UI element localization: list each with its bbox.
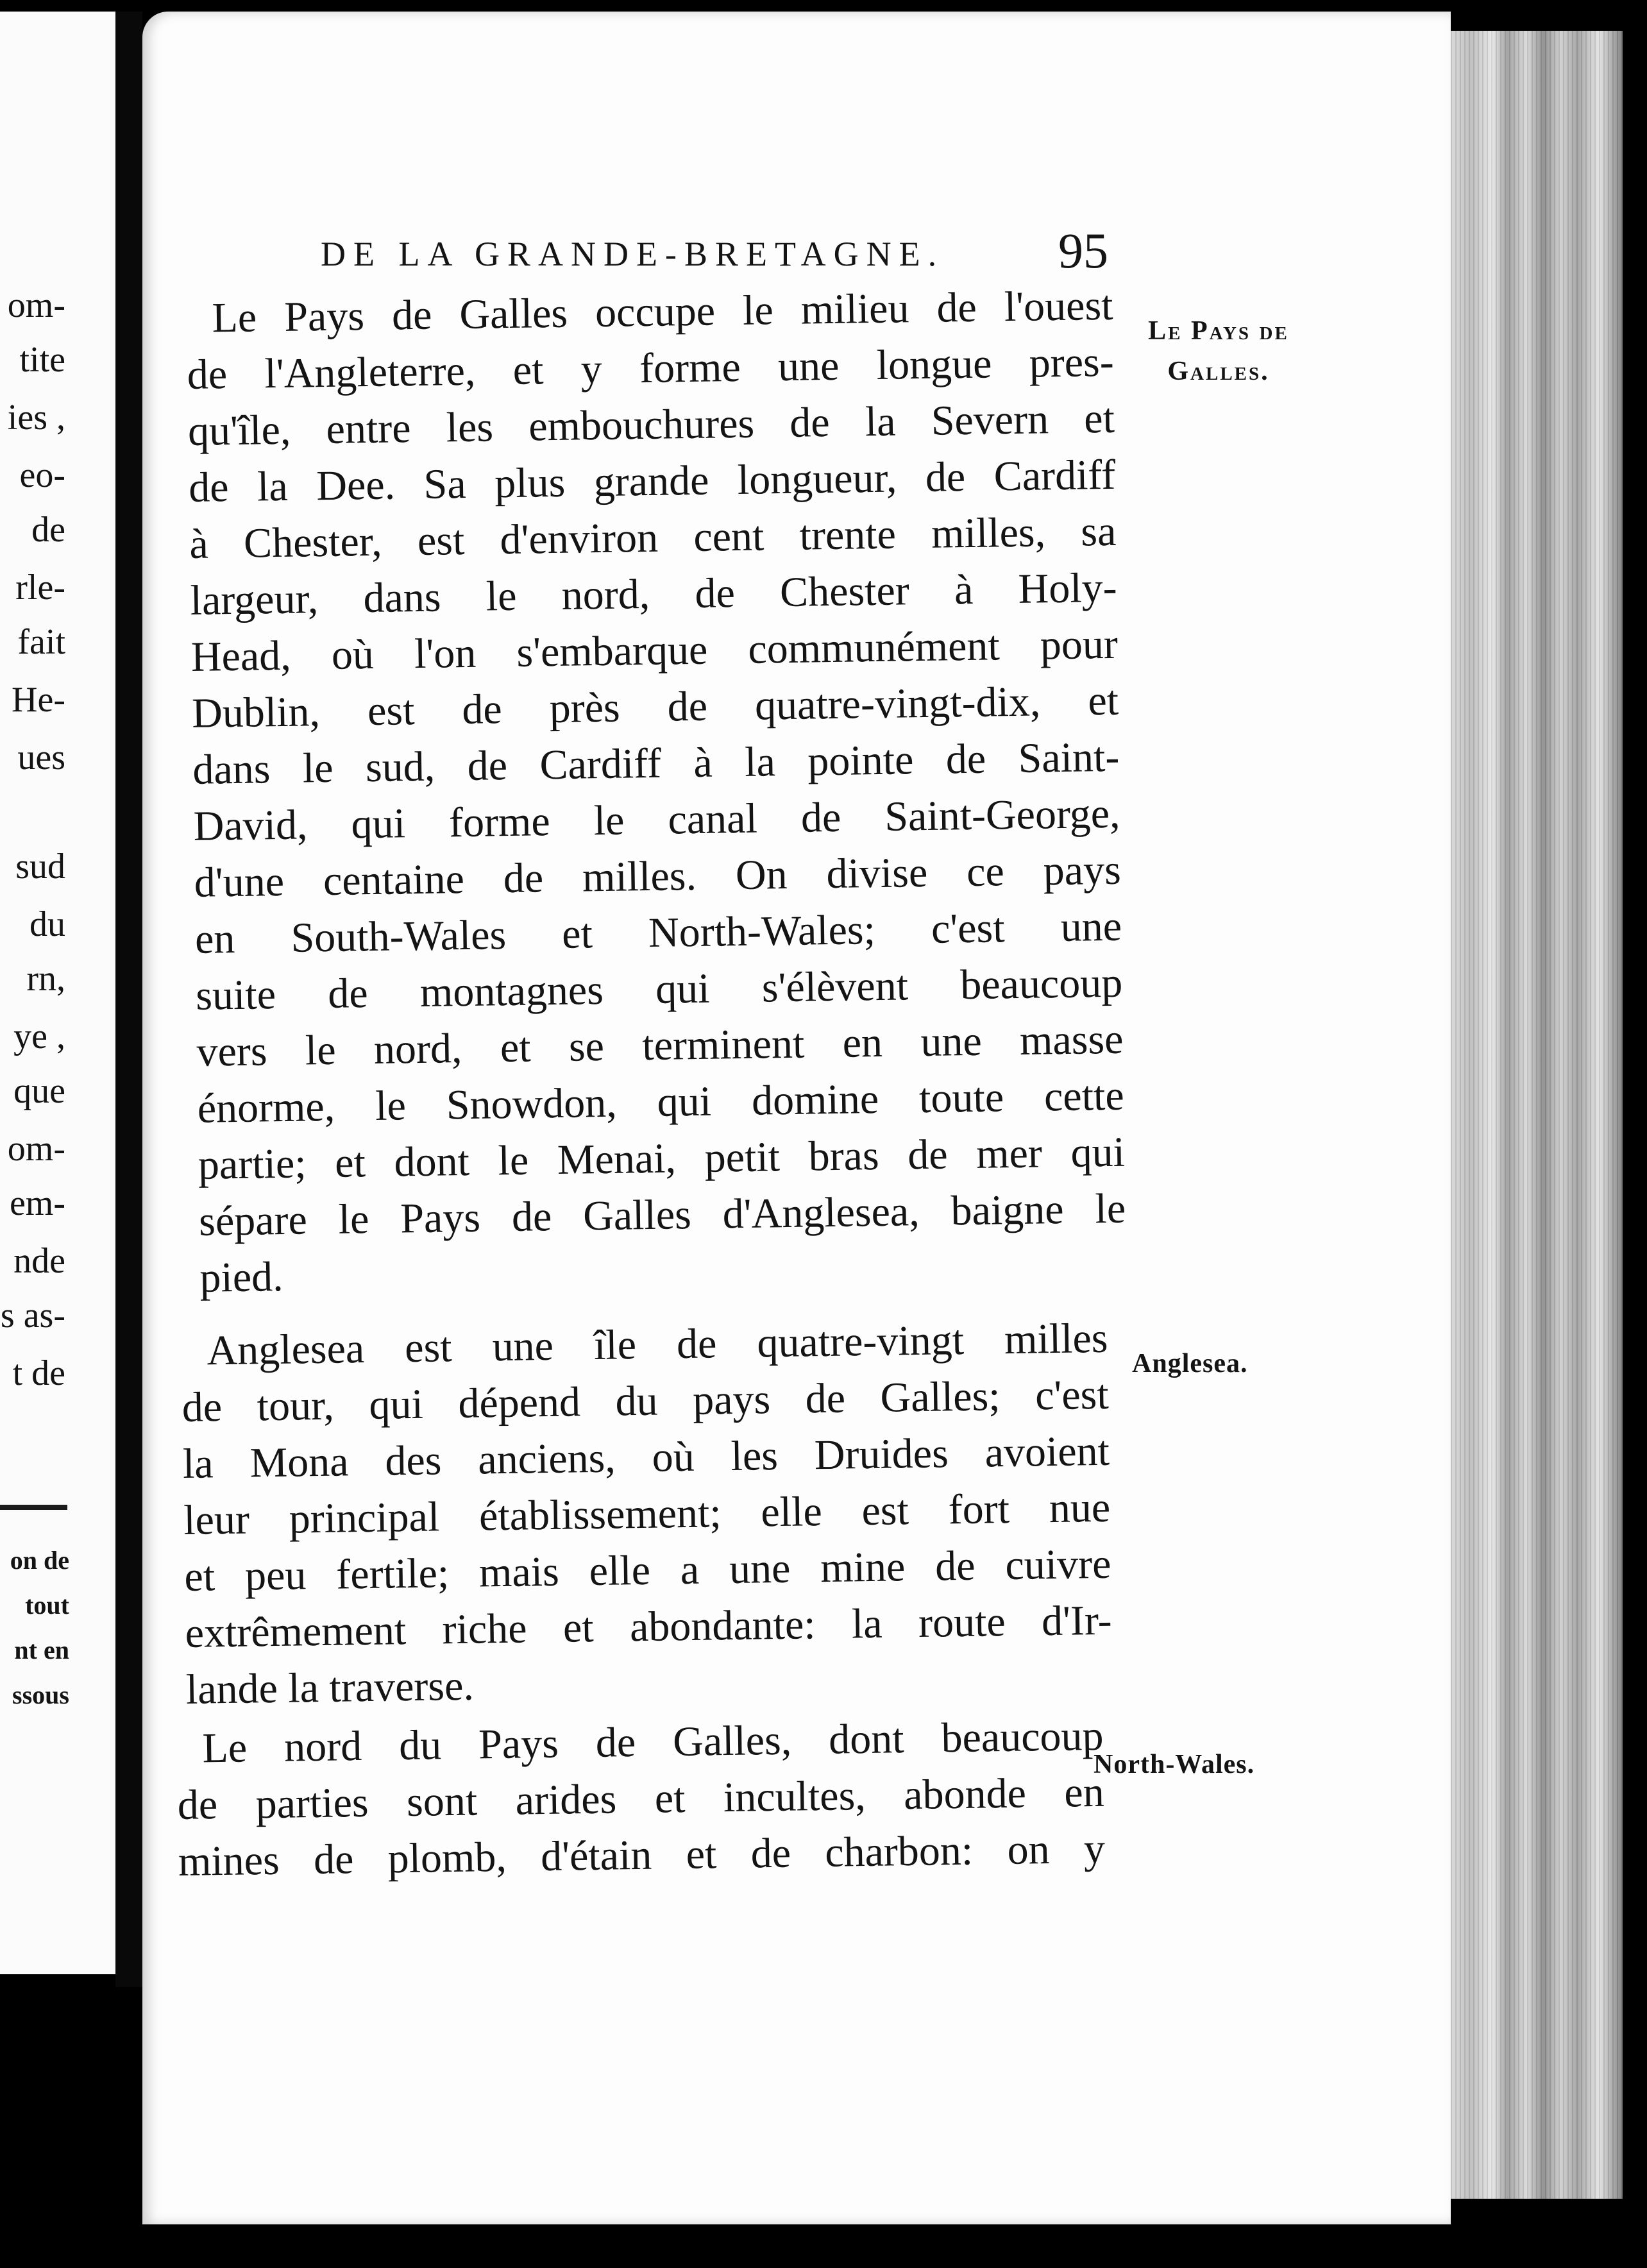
left-fragment: He- [12,680,65,720]
text-line: de parties sont arides et incultes, abonde en [177,1768,1105,1829]
margin-note-anglesea: Anglesea. [1132,1349,1248,1378]
page-number: 95 [1058,223,1108,278]
text-line: extrêmement riche et abondante: la route d'Ir- [185,1596,1113,1657]
margin-note-pays-de-galles [1126,311,1312,392]
text-line: en South-Wales et North-Wales; c'est une [194,902,1122,963]
left-fragment: rn, [26,959,65,999]
text-line: largeur, dans le nord, de Chester à Holy- [190,564,1118,624]
footnote-rule [0,1505,67,1510]
text-line: à Chester, est d'environ cent trente milles, sa [189,507,1117,568]
left-fragment: om- [7,1129,65,1169]
text-line: et peu fertile; mais elle a une mine de cuivre [183,1540,1111,1600]
left-fragment: fait [17,622,65,662]
text-line: la Mona des anciens, où les Druides avoient [182,1427,1110,1487]
left-footnote-fragment: nt en [14,1636,69,1664]
left-fragment: tite [19,340,65,380]
left-footnote-fragment: tout [25,1591,69,1620]
page-block-edge-texture [1451,31,1623,2199]
left-fragment: eo- [19,455,65,495]
text-line: qu'île, entre les embouchures de la Severn et [187,394,1115,455]
running-head: DE LA GRANDE-BRETAGNE. [321,235,945,273]
text-line: de l'Angleterre, et y forme une longue pres- [187,338,1115,398]
text-line: vers le nord, et se terminent en une masse [196,1015,1124,1076]
margin-note-north-wales: North-Wales. [1094,1750,1255,1779]
margin-note-line: Galles. [1167,357,1270,386]
text-line: David, qui forme le canal de Saint-George, [193,790,1121,850]
left-facing-page [0,12,115,1974]
left-footnote-fragment: ssous [12,1680,69,1709]
left-fragment: s as- [0,1296,65,1335]
text-line: suite de montagnes qui s'élèvent beaucoup [195,959,1123,1019]
text-line: lande la traverse. [185,1662,475,1713]
text-line: partie; et dont le Menai, petit bras de mer qui [198,1128,1126,1189]
left-footnote-fragment: on de [10,1546,69,1575]
text-line: Le Pays de Galles occupe le milieu de l'ouest [212,282,1113,342]
left-fragment: ues [17,738,65,777]
left-fragment: ies , [7,398,65,437]
text-line: pied. [199,1253,284,1301]
text-line: Anglesea est une île de quatre-vingt milles [207,1314,1108,1375]
left-fragment: rle- [15,568,65,607]
text-line: dans le sud, de Cardiff à la pointe de Saint- [192,733,1120,793]
text-line: sépare le Pays de Galles d'Anglesea, baigne le [198,1185,1126,1245]
text-line: mines de plomb, d'étain et de charbon: on y [178,1825,1106,1885]
text-line: de la Dee. Sa plus grande longueur, de Cardiff [188,451,1116,511]
left-fragment: t de [12,1353,65,1393]
left-fragment: sud [15,847,65,886]
text-line: Head, où l'on s'embarque communément pour [190,620,1119,681]
left-fragment: em- [9,1183,65,1223]
text-line: de tour, qui dépend du pays de Galles; c'est [182,1371,1110,1431]
text-line: leur principal établissement; elle est fort nue [183,1484,1111,1544]
text-line: Le nord du Pays de Galles, dont beaucoup [202,1712,1104,1772]
left-fragment: nde [13,1241,65,1281]
left-fragment: que [13,1071,65,1111]
text-line: énorme, le Snowdon, qui domine toute cette [197,1072,1125,1132]
margin-note-line: Le Pays de [1148,316,1289,346]
text-line: d'une centaine de milles. On divise ce pays [194,846,1122,906]
left-fragment: ye , [13,1017,65,1056]
left-fragment: du [30,904,65,944]
left-fragment: om- [7,285,65,325]
text-line: Dublin, est de près de quatre-vingt-dix, et [191,677,1119,737]
book-gutter [115,12,142,1987]
left-fragment: de [31,510,65,550]
